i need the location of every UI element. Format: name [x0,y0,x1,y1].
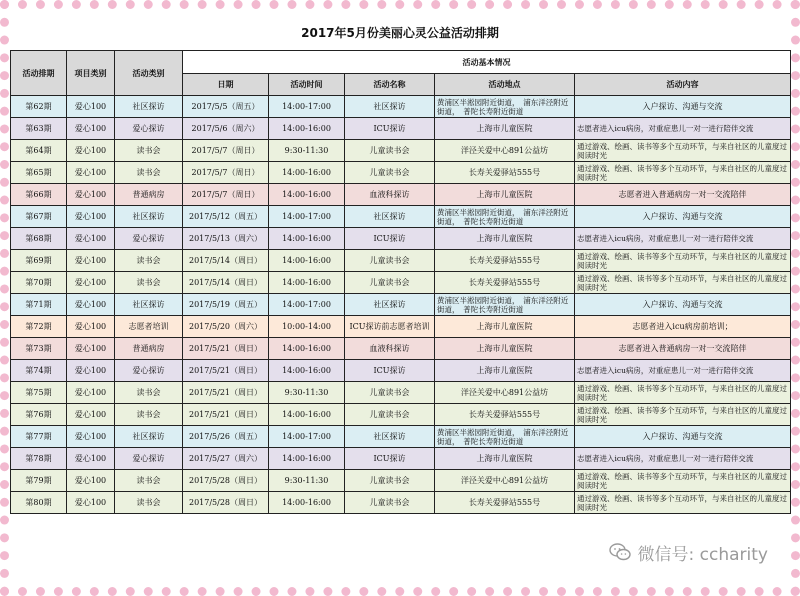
cell-period: 第68期 [11,228,67,250]
cell-time: 14:00-16:00 [269,448,345,470]
cell-type: 读书会 [115,382,183,404]
cell-content: 入户探访、沟通与交流 [575,294,791,316]
cell-period: 第80期 [11,492,67,514]
table-row [11,294,791,316]
cell-name: 儿童读书会 [345,162,435,184]
cell-content: 入户探访、沟通与交流 [575,426,791,448]
cell-type: 爱心探访 [115,118,183,140]
cell-time: 14:00-16:00 [269,250,345,272]
table-row [11,360,791,382]
table-row [11,338,791,360]
cell-content: 志愿者进入普通病房一对一交流陪伴 [575,184,791,206]
watermark-text: 微信号: ccharity [637,544,768,565]
table-row [11,448,791,470]
cell-project: 爱心100 [67,250,115,272]
cell-content: 志愿者进入icu病房，对重症患儿一对一进行陪伴交流 [575,360,791,382]
cell-date: 2017/5/21（周日） [183,360,269,382]
header-name: 活动名称 [345,74,435,96]
cell-name: ICU探访 [345,360,435,382]
cell-location: 上海市儿童医院 [435,338,575,360]
cell-period: 第63期 [11,118,67,140]
cell-period: 第79期 [11,470,67,492]
cell-location: 黄浦区半淞园附近街道， 浦东洋泾附近街道， 普陀长寿附近街道 [435,96,575,118]
cell-content: 志愿者进入icu病房前培训； [575,316,791,338]
cell-time: 14:00-16:00 [269,338,345,360]
table-row [11,492,791,514]
cell-location: 上海市儿童医院 [435,184,575,206]
cell-type: 爱心探访 [115,448,183,470]
cell-project: 爱心100 [67,316,115,338]
cell-date: 2017/5/7（周日） [183,184,269,206]
cell-content: 通过游戏、绘画、读书等多个互动环节，与来自社区的儿童度过阅读时光 [575,404,791,426]
cell-date: 2017/5/21（周日） [183,404,269,426]
cell-project: 爱心100 [67,426,115,448]
cell-project: 爱心100 [67,470,115,492]
cell-name: 儿童读书会 [345,470,435,492]
cell-time: 14:00-16:00 [269,118,345,140]
cell-type: 社区探访 [115,294,183,316]
cell-type: 读书会 [115,404,183,426]
table-row [11,250,791,272]
cell-location: 黄浦区半淞园附近街道， 浦东洋泾附近街道， 普陀长寿附近街道 [435,294,575,316]
table-row [11,162,791,184]
cell-content: 志愿者进入普通病房一对一交流陪伴 [575,338,791,360]
table-row [11,316,791,338]
cell-project: 爱心100 [67,338,115,360]
cell-date: 2017/5/28（周日） [183,470,269,492]
cell-type: 读书会 [115,162,183,184]
cell-project: 爱心100 [67,206,115,228]
cell-location: 长寿关爱驿站555号 [435,162,575,184]
cell-time: 14:00-17:00 [269,294,345,316]
cell-content: 志愿者进入icu病房，对重症患儿一对一进行陪伴交流 [575,228,791,250]
cell-type: 爱心探访 [115,360,183,382]
cell-name: 社区探访 [345,206,435,228]
cell-time: 10:00-14:00 [269,316,345,338]
cell-name: ICU探访前志愿者培训 [345,316,435,338]
cell-date: 2017/5/5（周五） [183,96,269,118]
cell-name: 儿童读书会 [345,492,435,514]
cell-name: 儿童读书会 [345,250,435,272]
cell-period: 第70期 [11,272,67,294]
cell-date: 2017/5/14（周日） [183,272,269,294]
cell-type: 普通病房 [115,338,183,360]
header-period: 活动排期 [11,51,67,96]
cell-time: 14:00-16:00 [269,162,345,184]
cell-time: 9:30-11:30 [269,470,345,492]
cell-content: 通过游戏、绘画、读书等多个互动环节，与来自社区的儿童度过阅读时光 [575,140,791,162]
cell-date: 2017/5/19（周五） [183,294,269,316]
wechat-logo-icon [608,540,632,564]
cell-period: 第74期 [11,360,67,382]
cell-type: 读书会 [115,272,183,294]
cell-project: 爱心100 [67,228,115,250]
cell-period: 第72期 [11,316,67,338]
table-row [11,96,791,118]
cell-content: 志愿者进入icu病房，对重症患儿一对一进行陪伴交流 [575,118,791,140]
cell-project: 爱心100 [67,360,115,382]
header-date: 日期 [183,74,269,96]
cell-project: 爱心100 [67,96,115,118]
schedule-sheet [10,10,790,586]
cell-time: 9:30-11:30 [269,140,345,162]
cell-content: 入户探访、沟通与交流 [575,96,791,118]
cell-location: 上海市儿童医院 [435,360,575,382]
cell-type: 社区探访 [115,96,183,118]
table-row [11,228,791,250]
schedule-rows [11,96,791,514]
page-title: 2017年5月份美丽心灵公益活动排期 [301,26,499,40]
header-time: 活动时间 [269,74,345,96]
cell-type: 社区探访 [115,206,183,228]
cell-name: ICU探访 [345,118,435,140]
header-activity-type: 活动类别 [115,51,183,96]
table-row [11,426,791,448]
cell-type: 读书会 [115,470,183,492]
cell-time: 14:00-17:00 [269,96,345,118]
cell-project: 爱心100 [67,382,115,404]
cell-period: 第64期 [11,140,67,162]
cell-time: 14:00-16:00 [269,228,345,250]
cell-name: 儿童读书会 [345,272,435,294]
cell-project: 爱心100 [67,448,115,470]
cell-date: 2017/5/26（周五） [183,426,269,448]
cell-location: 长寿关爱驿站555号 [435,492,575,514]
cell-period: 第77期 [11,426,67,448]
cell-content: 通过游戏、绘画、读书等多个互动环节，与来自社区的儿童度过阅读时光 [575,162,791,184]
cell-content: 通过游戏、绘画、读书等多个互动环节，与来自社区的儿童度过阅读时光 [575,272,791,294]
cell-content: 入户探访、沟通与交流 [575,206,791,228]
cell-content: 通过游戏、绘画、读书等多个互动环节，与来自社区的儿童度过阅读时光 [575,470,791,492]
cell-location: 上海市儿童医院 [435,228,575,250]
cell-type: 普通病房 [115,184,183,206]
cell-name: 儿童读书会 [345,404,435,426]
cell-period: 第65期 [11,162,67,184]
table-row [11,404,791,426]
cell-type: 读书会 [115,250,183,272]
cell-date: 2017/5/21（周日） [183,382,269,404]
cell-time: 14:00-16:00 [269,360,345,382]
cell-type: 读书会 [115,492,183,514]
cell-date: 2017/5/28（周日） [183,492,269,514]
cell-period: 第78期 [11,448,67,470]
table-row [11,140,791,162]
cell-time: 14:00-16:00 [269,184,345,206]
cell-date: 2017/5/13（周六） [183,228,269,250]
cell-name: ICU探访 [345,448,435,470]
cell-time: 14:00-17:00 [269,426,345,448]
cell-project: 爱心100 [67,140,115,162]
table-row [11,206,791,228]
cell-content: 通过游戏、绘画、读书等多个互动环节，与来自社区的儿童度过阅读时光 [575,250,791,272]
cell-location: 上海市儿童医院 [435,448,575,470]
cell-period: 第62期 [11,96,67,118]
cell-date: 2017/5/14（周日） [183,250,269,272]
wechat-watermark [608,540,768,564]
cell-period: 第73期 [11,338,67,360]
table-row [11,272,791,294]
cell-date: 2017/5/21（周日） [183,338,269,360]
cell-location: 洋泾关爱中心891公益坊 [435,140,575,162]
cell-project: 爱心100 [67,184,115,206]
cell-type: 志愿者培训 [115,316,183,338]
header-content: 活动内容 [575,74,791,96]
table-row [11,118,791,140]
cell-name: 儿童读书会 [345,140,435,162]
cell-location: 黄浦区半淞园附近街道， 浦东洋泾附近街道， 普陀长寿附近街道 [435,206,575,228]
header-location: 活动地点 [435,74,575,96]
cell-content: 通过游戏、绘画、读书等多个互动环节，与来自社区的儿童度过阅读时光 [575,492,791,514]
cell-date: 2017/5/27（周六） [183,448,269,470]
cell-type: 爱心探访 [115,228,183,250]
cell-period: 第67期 [11,206,67,228]
cell-name: 血液科探访 [345,338,435,360]
cell-period: 第69期 [11,250,67,272]
table-row [11,184,791,206]
cell-project: 爱心100 [67,404,115,426]
schedule-table [10,50,791,514]
cell-date: 2017/5/12（周五） [183,206,269,228]
cell-time: 14:00-17:00 [269,206,345,228]
cell-location: 长寿关爱驿站555号 [435,250,575,272]
cell-type: 读书会 [115,140,183,162]
cell-content: 志愿者进入icu病房，对重症患儿一对一进行陪伴交流 [575,448,791,470]
cell-date: 2017/5/7（周日） [183,140,269,162]
cell-date: 2017/5/6（周六） [183,118,269,140]
cell-time: 14:00-16:00 [269,404,345,426]
table-row [11,382,791,404]
header-group: 活动基本情况 [183,51,791,74]
cell-location: 洋泾关爱中心891公益坊 [435,382,575,404]
cell-period: 第76期 [11,404,67,426]
cell-project: 爱心100 [67,162,115,184]
cell-location: 长寿关爱驿站555号 [435,272,575,294]
cell-name: 社区探访 [345,426,435,448]
cell-project: 爱心100 [67,492,115,514]
cell-name: 社区探访 [345,96,435,118]
cell-location: 上海市儿童医院 [435,316,575,338]
cell-type: 社区探访 [115,426,183,448]
cell-date: 2017/5/20（周六） [183,316,269,338]
cell-time: 14:00-16:00 [269,272,345,294]
table-row [11,470,791,492]
cell-location: 长寿关爱驿站555号 [435,404,575,426]
cell-name: 儿童读书会 [345,382,435,404]
cell-period: 第66期 [11,184,67,206]
cell-name: 社区探访 [345,294,435,316]
cell-period: 第71期 [11,294,67,316]
cell-time: 14:00-16:00 [269,492,345,514]
cell-project: 爱心100 [67,118,115,140]
cell-content: 通过游戏、绘画、读书等多个互动环节，与来自社区的儿童度过阅读时光 [575,382,791,404]
header-project-type: 项目类别 [67,51,115,96]
cell-name: 血液科探访 [345,184,435,206]
cell-name: ICU探访 [345,228,435,250]
cell-project: 爱心100 [67,294,115,316]
cell-date: 2017/5/7（周日） [183,162,269,184]
cell-location: 洋泾关爱中心891公益坊 [435,470,575,492]
cell-time: 9:30-11:30 [269,382,345,404]
cell-location: 上海市儿童医院 [435,118,575,140]
cell-period: 第75期 [11,382,67,404]
cell-location: 黄浦区半淞园附近街道， 浦东洋泾附近街道， 普陀长寿附近街道 [435,426,575,448]
cell-project: 爱心100 [67,272,115,294]
